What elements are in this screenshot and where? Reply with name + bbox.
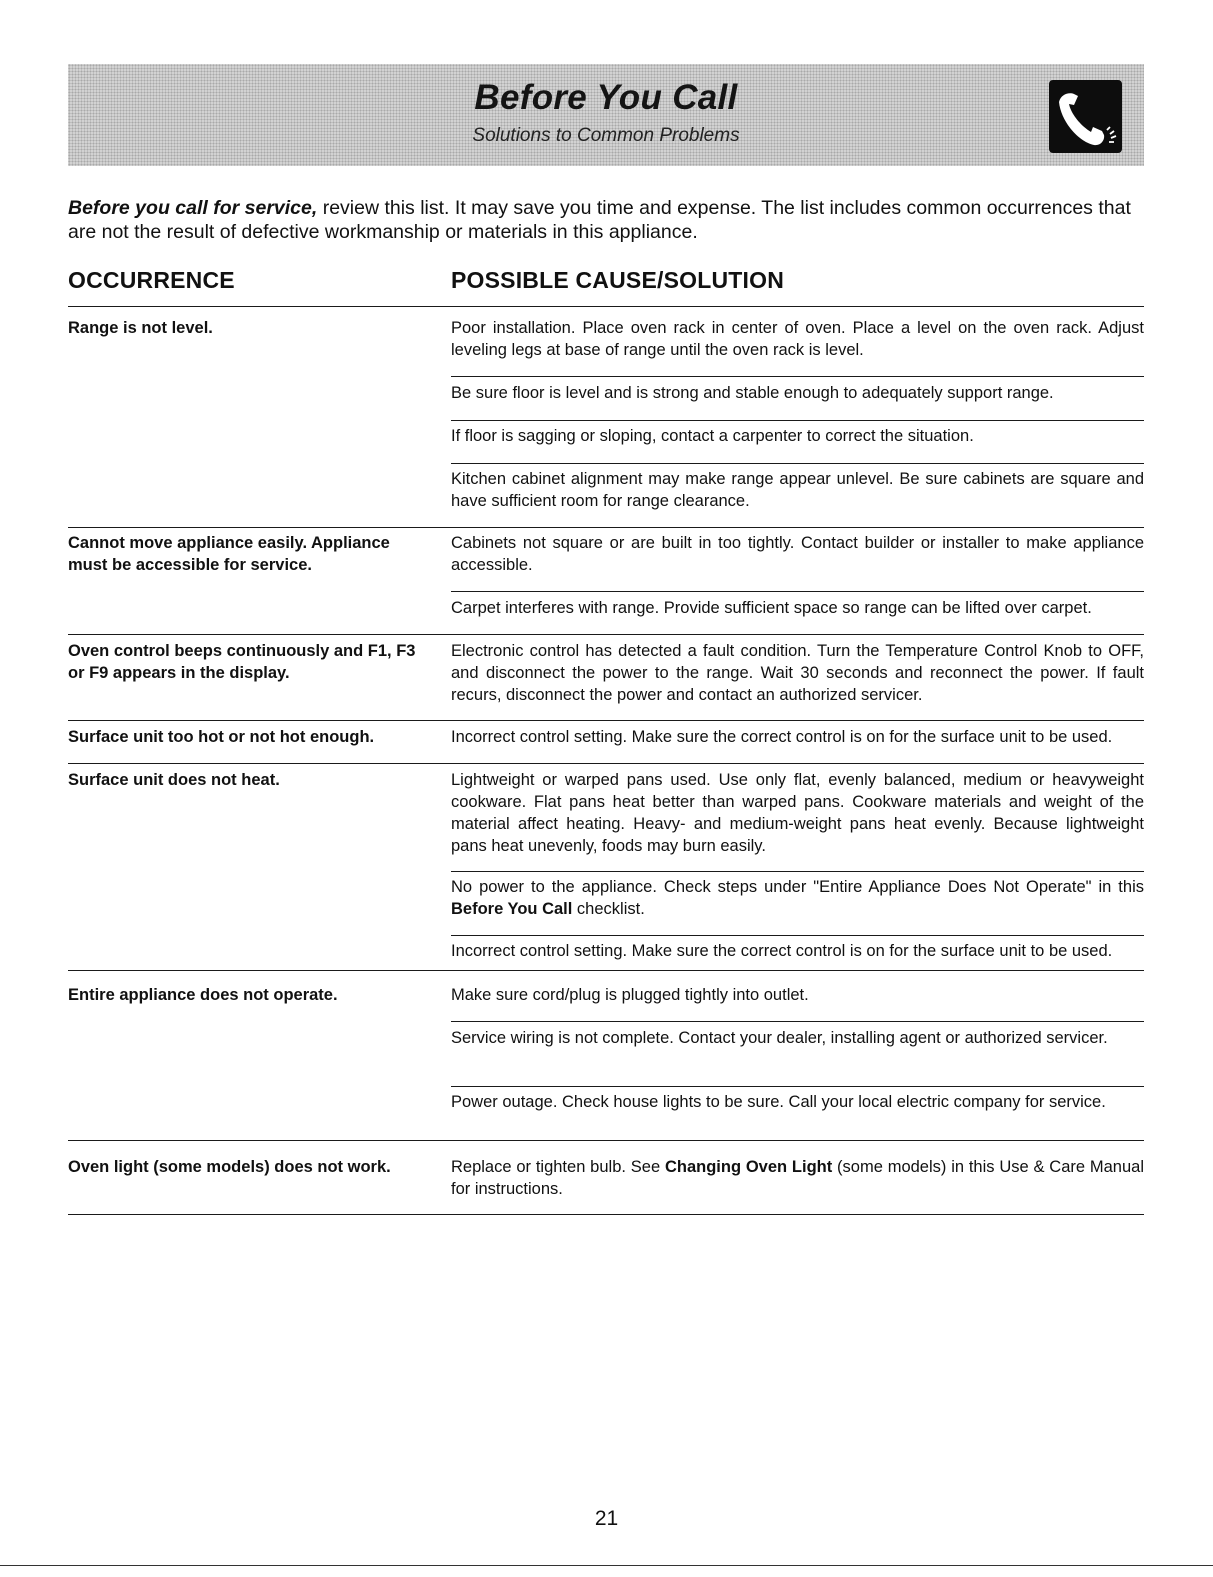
page-title: Before You Call — [474, 78, 738, 117]
solution-text-part: Replace or tighten bulb. See — [451, 1158, 665, 1176]
solution-rule — [451, 376, 1144, 377]
solution-text — [451, 876, 1144, 920]
table-rule — [68, 763, 1144, 764]
occurrence-cannot-move-appliance: Cannot move appliance easily. Appliance must be accessible for service. — [68, 534, 390, 574]
solution-rule — [451, 420, 1144, 421]
table-rule — [68, 970, 1144, 971]
solution-text: Cabinets not square or are built in too tightly. Contact builder or installer to make appliance accessible. — [451, 534, 1144, 574]
phone-icon — [1049, 80, 1122, 153]
table-rule — [68, 720, 1144, 721]
table-rule — [68, 306, 1144, 307]
occurrence-oven-control-beeps: Oven control beeps continuously and F1, F3 or F9 appears in the display. — [68, 642, 416, 682]
solution-text: Incorrect control setting. Make sure the correct control is on for the surface unit to be used. — [451, 728, 1113, 746]
occurrence-range-not-level: Range is not level. — [68, 319, 213, 337]
page-number: 21 — [594, 1507, 619, 1530]
occurrence-column-heading: OCCURRENCE — [68, 267, 235, 293]
table-rule — [68, 527, 1144, 528]
solution-text-part: (some models) in this Use & Care Manual for instructions. — [451, 1158, 1144, 1198]
solution-text: Carpet interferes with range. Provide sufficient space so range can be lifted over carpet. — [451, 599, 1092, 617]
page-subtitle: Solutions to Common Problems — [472, 125, 740, 146]
table-rule — [68, 1214, 1144, 1215]
solution-rule — [451, 935, 1144, 936]
solution-text — [451, 1156, 1144, 1200]
solution-column-heading: POSSIBLE CAUSE/SOLUTION — [451, 267, 785, 293]
solution-text-emphasis: Changing Oven Light — [664, 1158, 833, 1176]
solution-text: Be sure floor is level and is strong and stable enough to adequately support range. — [451, 384, 1054, 402]
header-banner — [68, 64, 1144, 166]
solution-text: Power outage. Check house lights to be sure. Call your local electric company for service. — [451, 1093, 1106, 1111]
occurrence-surface-unit-too-hot: Surface unit too hot or not hot enough. — [68, 728, 375, 746]
solution-rule — [451, 591, 1144, 592]
occurrence-appliance-not-operate: Entire appliance does not operate. — [68, 986, 338, 1004]
page-edge-rule — [0, 1565, 1213, 1566]
table-rule — [68, 1140, 1144, 1141]
solution-text-emphasis: Before You Call — [451, 900, 573, 918]
intro-paragraph — [68, 196, 1144, 244]
solution-text: Poor installation. Place oven rack in center of oven. Place a level on the oven rack. Adjust leveling legs at base of range until the oven rack is level. — [451, 319, 1144, 359]
solution-rule — [451, 871, 1144, 872]
intro-body: review this list. It may save you time and expense. The list includes common occurrences that are not the result of defective workmanship or materials in this appliance. — [68, 197, 1131, 243]
solution-text: If floor is sagging or sloping, contact a carpenter to correct the situation. — [451, 427, 974, 445]
solution-text-part: checklist. — [572, 900, 645, 918]
solution-text-part: No power to the appliance. Check steps under "Entire Appliance Does Not Operate" in this — [451, 878, 1144, 896]
solution-text: Lightweight or warped pans used. Use only flat, evenly balanced, medium or heavyweight cookware. Flat pans heat better than warped pans. Cookware materials and weight of the material affect heating. Heavy- and medium-weight pans heat evenly. Because lightweight pans heat unevenly, foods may burn easily. — [451, 771, 1144, 855]
intro-lead: Before you call for service, — [68, 197, 318, 219]
solution-text: Electronic control has detected a fault condition. Turn the Temperature Control Knob to OFF, and disconnect the power to the range. Wait 30 seconds and reconnect the power. If fault recurs, disconnect the power and contact an authorized servicer. — [451, 642, 1144, 704]
solution-text: Service wiring is not complete. Contact your dealer, installing agent or authorized servicer. — [451, 1029, 1108, 1047]
solution-rule — [451, 1021, 1144, 1022]
solution-rule — [451, 463, 1144, 464]
table-rule — [68, 634, 1144, 635]
solution-text: Make sure cord/plug is plugged tightly into outlet. — [451, 986, 809, 1004]
occurrence-surface-unit-no-heat: Surface unit does not heat. — [68, 771, 280, 789]
occurrence-oven-light-not-work: Oven light (some models) does not work. — [68, 1158, 391, 1176]
solution-rule — [451, 1086, 1144, 1087]
solution-text: Kitchen cabinet alignment may make range appear unlevel. Be sure cabinets are square and have sufficient room for range clearance. — [451, 470, 1144, 510]
solution-text: Incorrect control setting. Make sure the correct control is on for the surface unit to be used. — [451, 942, 1113, 960]
